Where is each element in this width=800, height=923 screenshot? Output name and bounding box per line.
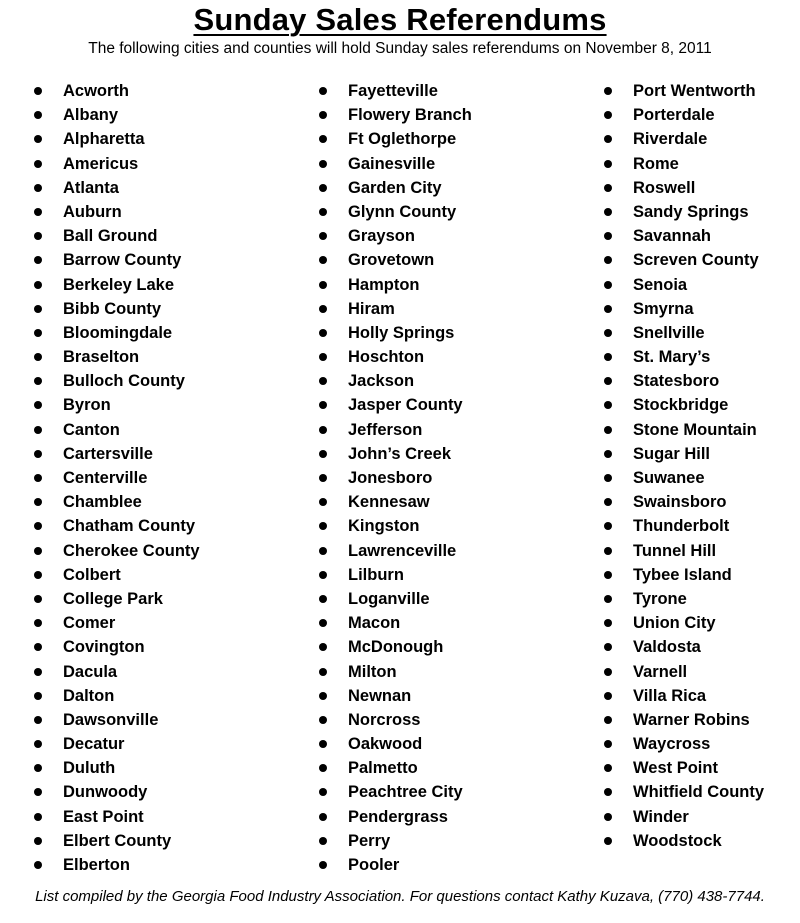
bullet-icon	[604, 619, 612, 627]
bullet-icon	[34, 474, 42, 482]
list-item-label: Roswell	[633, 178, 696, 197]
bullet-icon	[34, 450, 42, 458]
bullet-icon	[604, 788, 612, 796]
list-item-label: Sandy Springs	[633, 202, 749, 221]
list-item-label: Bibb County	[63, 299, 162, 318]
list-item-label: Cartersville	[63, 444, 153, 463]
list-item-label: Albany	[63, 106, 119, 125]
list-item-label: Norcross	[348, 710, 421, 729]
list-item-label: West Point	[633, 759, 718, 778]
bullet-icon	[34, 788, 42, 796]
bullet-icon	[319, 353, 327, 361]
bullet-icon	[604, 643, 612, 651]
list-item-label: Tyrone	[633, 589, 687, 608]
list-item-label: Jefferson	[348, 420, 423, 439]
bullet-icon	[34, 135, 42, 143]
list-item-label: Tunnel Hill	[633, 541, 717, 560]
list-item-label: Dunwoody	[63, 783, 148, 802]
list-item-label: Villa Rica	[633, 686, 707, 705]
bullet-icon	[34, 668, 42, 676]
bullet-icon	[604, 571, 612, 579]
footer-note: List compiled by the Georgia Food Industry Association. For questions contact Kathy Kuzava, (770) 438-7744.	[35, 888, 765, 905]
list-item-label: Kennesaw	[348, 493, 430, 512]
bullet-icon	[319, 813, 327, 821]
list-item-label: Newnan	[348, 686, 412, 705]
list-item-label: Suwanee	[633, 469, 705, 487]
list-item-label: Port Wentworth	[633, 82, 756, 100]
list-item-label: Pendergrass	[348, 807, 448, 826]
bullet-icon	[604, 401, 612, 409]
bullet-icon	[319, 692, 327, 700]
list-item-label: Woodstock	[633, 831, 722, 850]
list-item-label: Screven County	[633, 251, 759, 270]
list-item-label: Chatham County	[63, 517, 195, 536]
bullet-icon	[604, 716, 612, 724]
list-item-label: Atlanta	[63, 178, 119, 197]
bullet-icon	[34, 87, 42, 95]
list-item-label: Palmetto	[348, 759, 418, 778]
bullet-icon	[34, 160, 42, 168]
page-subtitle: The following cities and counties will hold Sunday sales referendums on November 8, 2011	[88, 40, 712, 57]
list-item-label: Rome	[633, 154, 679, 173]
list-item-label: McDonough	[348, 638, 444, 657]
list-item-label: Senoia	[633, 275, 688, 294]
list-item-label: Cherokee County	[63, 541, 200, 560]
list-item-label: Winder	[633, 807, 689, 826]
bullet-icon	[34, 547, 42, 555]
list-item-label: Flowery Branch	[348, 106, 472, 125]
bullet-icon	[604, 281, 612, 289]
list-item-label: Grayson	[348, 227, 415, 246]
list-item-label: Centerville	[63, 469, 148, 487]
bullet-icon	[34, 837, 42, 845]
bullet-icon	[604, 668, 612, 676]
list-item-label: Canton	[63, 420, 120, 439]
list-item-label: Auburn	[63, 202, 122, 221]
bullet-icon	[319, 450, 327, 458]
bullet-icon	[319, 208, 327, 216]
list-item-label: Jasper County	[348, 396, 463, 415]
bullet-icon	[604, 305, 612, 313]
bullet-icon	[34, 813, 42, 821]
list-item-label: Stockbridge	[633, 396, 729, 415]
list-item-label: Milton	[348, 662, 397, 681]
list-item-label: Varnell	[633, 662, 688, 681]
list-item-label: Porterdale	[633, 106, 715, 125]
list-item-label: Swainsboro	[633, 493, 727, 512]
bullet-icon	[319, 135, 327, 143]
bullet-icon	[319, 160, 327, 168]
list-item-label: Warner Robins	[633, 710, 750, 729]
list-item-label: Glynn County	[348, 202, 457, 221]
list-item-label: Hampton	[348, 275, 420, 294]
bullet-icon	[34, 256, 42, 264]
bullet-icon	[34, 643, 42, 651]
bullet-icon	[319, 522, 327, 530]
list-item-label: Garden City	[348, 178, 442, 197]
bullet-icon	[319, 668, 327, 676]
list-item-label: Byron	[63, 396, 111, 415]
list-item-label: John’s Creek	[348, 444, 452, 463]
bullet-icon	[604, 740, 612, 748]
list-item-label: Peachtree City	[348, 783, 463, 802]
bullet-icon	[604, 498, 612, 506]
bullet-icon	[319, 474, 327, 482]
bullet-icon	[319, 111, 327, 119]
list-item-label: Dawsonville	[63, 710, 159, 729]
bullet-icon	[604, 208, 612, 216]
bullet-icon	[34, 426, 42, 434]
list-item-label: College Park	[63, 589, 163, 608]
list-item-label: Pooler	[348, 856, 400, 874]
list-item-label: Elberton	[63, 856, 130, 874]
list-item-label: East Point	[63, 807, 144, 826]
list-item-label: Union City	[633, 614, 716, 633]
list-item-label: Snellville	[633, 323, 705, 342]
bullet-icon	[34, 716, 42, 724]
bullet-icon	[604, 426, 612, 434]
bullet-icon	[319, 788, 327, 796]
bullet-icon	[319, 305, 327, 313]
list-item-label: Savannah	[633, 227, 711, 246]
list-item-label: Braselton	[63, 348, 140, 367]
bullet-icon	[319, 740, 327, 748]
list-item-label: Whitfield County	[633, 783, 765, 802]
bullet-icon	[319, 837, 327, 845]
bullet-icon	[319, 716, 327, 724]
list-item-label: Fayetteville	[348, 82, 438, 100]
list-item-label: Bloomingdale	[63, 323, 173, 342]
bullet-icon	[319, 426, 327, 434]
list-item-label: Comer	[63, 614, 116, 633]
list-item-label: Riverdale	[633, 130, 708, 149]
list-item-label: Loganville	[348, 589, 430, 608]
bullet-icon	[604, 692, 612, 700]
list-item-label: Tybee Island	[633, 565, 732, 584]
bullet-icon	[34, 353, 42, 361]
list-item-label: Waycross	[633, 735, 711, 754]
list-item-label: Hiram	[348, 299, 395, 318]
list-item-label: Kingston	[348, 517, 420, 536]
bullet-icon	[34, 861, 42, 869]
list-item-label: Smyrna	[633, 299, 694, 318]
bullet-icon	[34, 740, 42, 748]
bullet-icon	[319, 377, 327, 385]
list-item-label: Stone Mountain	[633, 420, 757, 439]
list-item-label: Elbert County	[63, 831, 172, 850]
list-item-label: Duluth	[63, 759, 116, 778]
bullet-icon	[319, 281, 327, 289]
bullet-icon	[319, 764, 327, 772]
bullet-icon	[604, 256, 612, 264]
bullet-icon	[604, 474, 612, 482]
list-item-label: Dacula	[63, 662, 118, 681]
bullet-icon	[34, 595, 42, 603]
bullet-icon	[604, 353, 612, 361]
bullet-icon	[604, 135, 612, 143]
bullet-icon	[34, 522, 42, 530]
bullet-icon	[34, 692, 42, 700]
bullet-icon	[319, 547, 327, 555]
list-item-label: Chamblee	[63, 493, 142, 512]
list-item-label: Jonesboro	[348, 469, 433, 487]
list-item-label: St. Mary’s	[633, 348, 711, 367]
list-item-label: Jackson	[348, 372, 415, 391]
list-item-label: Dalton	[63, 686, 115, 705]
list-item-label: Sugar Hill	[633, 444, 711, 463]
bullet-icon	[319, 619, 327, 627]
list-item-label: Grovetown	[348, 251, 435, 270]
list-item-label: Gainesville	[348, 154, 436, 173]
list-item-label: Macon	[348, 614, 401, 633]
list-item-label: Lilburn	[348, 565, 404, 584]
list-item-label: Bulloch County	[63, 372, 185, 391]
bullet-icon	[604, 813, 612, 821]
list-item-label: Hoschton	[348, 348, 425, 367]
bullet-icon	[604, 595, 612, 603]
bullet-icon	[34, 619, 42, 627]
referendum-list	[0, 79, 800, 879]
list-item-label: Ft Oglethorpe	[348, 130, 457, 149]
bullet-icon	[319, 595, 327, 603]
bullet-icon	[604, 329, 612, 337]
list-item-label: Acworth	[63, 82, 129, 100]
bullet-icon	[34, 208, 42, 216]
bullet-icon	[319, 256, 327, 264]
page-title: Sunday Sales Referendums	[193, 2, 607, 37]
list-item-label: Covington	[63, 638, 145, 657]
bullet-icon	[319, 861, 327, 869]
bullet-icon	[319, 571, 327, 579]
list-item-label: Colbert	[63, 565, 121, 584]
bullet-icon	[604, 184, 612, 192]
bullet-icon	[604, 547, 612, 555]
list-item-label: Statesboro	[633, 372, 720, 391]
list-item-label: Ball Ground	[63, 227, 158, 246]
list-item-label: Thunderbolt	[633, 517, 730, 536]
bullet-icon	[34, 184, 42, 192]
list-item-label: Perry	[348, 831, 391, 850]
bullet-icon	[34, 329, 42, 337]
bullet-icon	[34, 232, 42, 240]
bullet-icon	[604, 837, 612, 845]
bullet-icon	[319, 401, 327, 409]
bullet-icon	[319, 498, 327, 506]
list-item-label: Barrow County	[63, 251, 182, 270]
bullet-icon	[34, 305, 42, 313]
bullet-icon	[604, 450, 612, 458]
bullet-icon	[319, 329, 327, 337]
bullet-icon	[34, 571, 42, 579]
bullet-icon	[319, 232, 327, 240]
bullet-icon	[319, 643, 327, 651]
bullet-icon	[604, 522, 612, 530]
bullet-icon	[604, 111, 612, 119]
bullet-icon	[34, 498, 42, 506]
list-item-label: Holly Springs	[348, 323, 455, 342]
list-item-label: Americus	[63, 154, 139, 173]
bullet-icon	[319, 87, 327, 95]
list-item-label: Berkeley Lake	[63, 275, 174, 294]
bullet-icon	[604, 764, 612, 772]
bullet-icon	[319, 184, 327, 192]
bullet-icon	[604, 377, 612, 385]
list-item-label: Alpharetta	[63, 130, 145, 149]
bullet-icon	[604, 160, 612, 168]
bullet-icon	[34, 377, 42, 385]
bullet-icon	[34, 401, 42, 409]
bullet-icon	[604, 87, 612, 95]
bullet-icon	[34, 111, 42, 119]
list-item-label: Valdosta	[633, 638, 701, 657]
bullet-icon	[604, 232, 612, 240]
list-item-label: Lawrenceville	[348, 541, 457, 560]
list-item-label: Decatur	[63, 735, 125, 754]
list-item-label: Oakwood	[348, 735, 423, 754]
bullet-icon	[34, 764, 42, 772]
bullet-icon	[34, 281, 42, 289]
